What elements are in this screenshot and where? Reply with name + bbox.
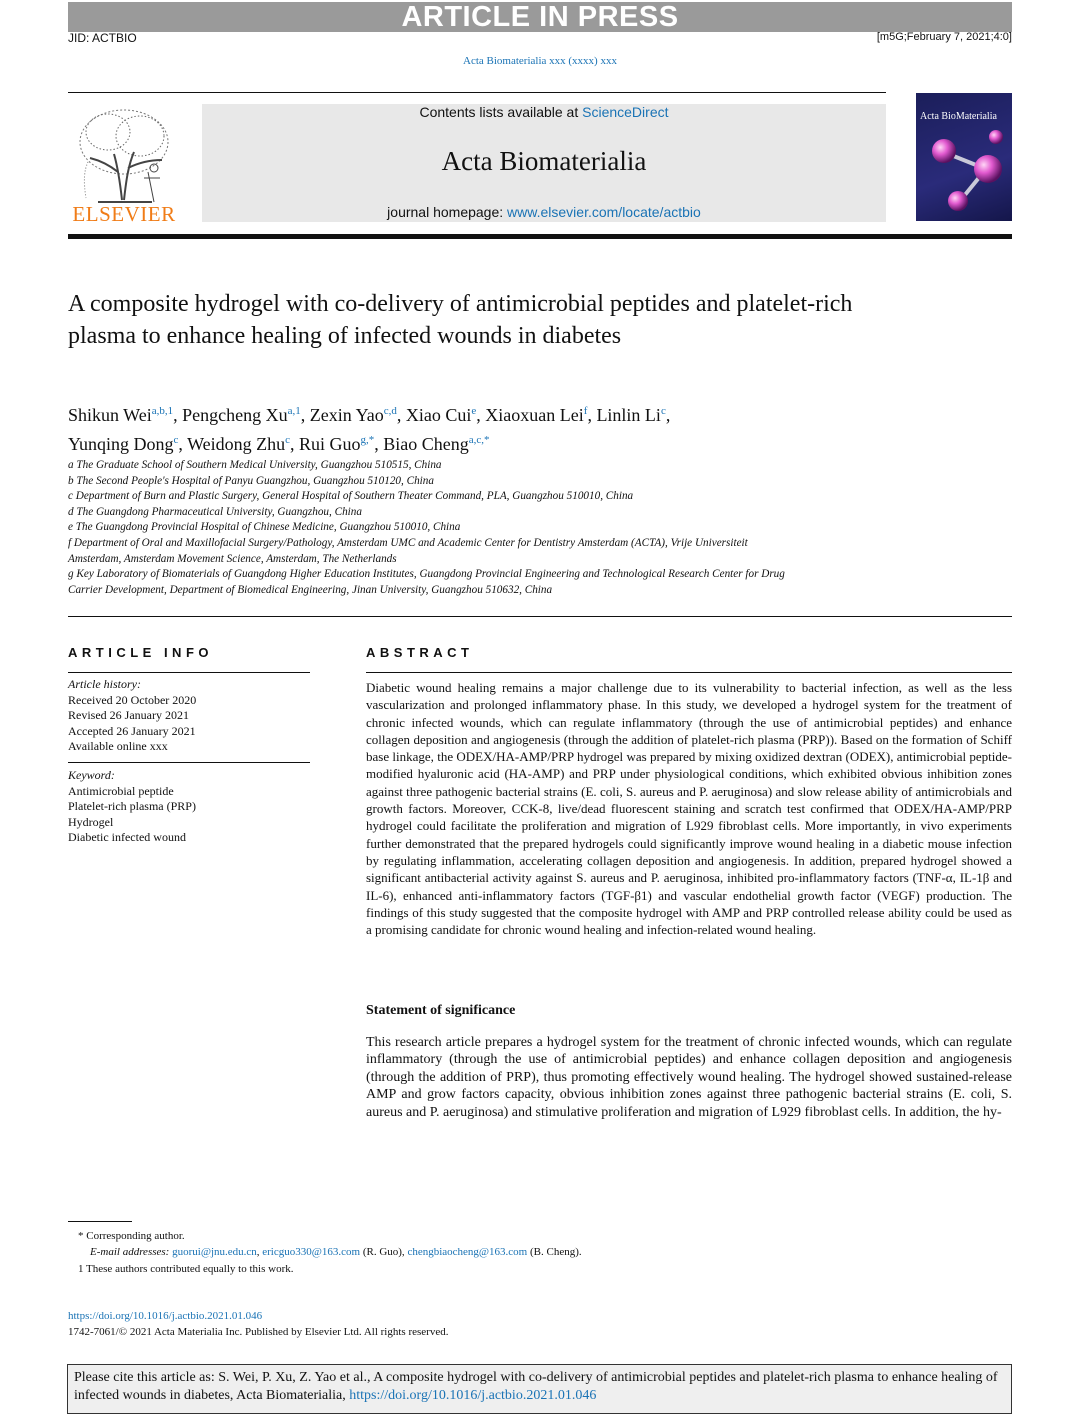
article-info-heading: ARTICLE INFO (68, 645, 213, 660)
author-name[interactable]: Rui Guo (299, 434, 361, 454)
author-separator: , (178, 434, 188, 454)
affiliation-b: b The Second People's Hospital of Panyu Guangzhou, Guangzhou 510120, China (68, 474, 434, 487)
author-separator: , (476, 405, 486, 425)
header-rule (68, 92, 886, 93)
author-affiliation-marker[interactable]: c (285, 434, 291, 446)
author-affiliation-marker[interactable]: a,c,* (468, 434, 490, 446)
journal-citation-link[interactable]: Acta Biomaterialia xxx (xxxx) xxx (463, 55, 617, 67)
article-title: A composite hydrogel with co-delivery of antimicrobial peptides and platelet-rich plasma to enhance healing of infected wounds in diabetes (68, 291, 853, 349)
homepage-line (202, 204, 886, 220)
doi-link[interactable]: https://doi.org/10.1016/j.actbio.2021.01.046 (68, 1310, 263, 1322)
contents-line (202, 104, 886, 120)
author-name[interactable]: Weidong Zhu (187, 434, 286, 454)
author-affiliation-marker[interactable]: g,* (360, 434, 375, 446)
journal-name: Acta Biomaterialia (441, 146, 647, 176)
keywords-block (68, 768, 310, 846)
sciencedirect-link[interactable]: ScienceDirect (582, 104, 669, 120)
homepage-prefix: journal homepage: (387, 204, 508, 220)
author-separator: , (300, 405, 310, 425)
author-list (68, 399, 1012, 457)
email-link-1[interactable]: guorui@jnu.edu.cn (172, 1246, 257, 1258)
info-rule-top (68, 672, 310, 673)
contents-prefix: Contents lists available at (419, 104, 583, 120)
author-separator: , (374, 434, 384, 454)
section-rule (68, 616, 1012, 617)
author-affiliation-marker[interactable]: c (173, 434, 179, 446)
email-link-2[interactable]: ericguo330@163.com (262, 1246, 361, 1258)
affiliation-a: a The Graduate School of Southern Medical University, Guangzhou 510515, China (68, 459, 442, 471)
affiliations (68, 458, 1012, 598)
affiliation-d: d The Guangdong Pharmaceutical University, Guangzhou, China (68, 505, 362, 518)
header-thick-rule (68, 234, 1012, 239)
author-name[interactable]: Zexin Yao (309, 405, 384, 425)
affiliation-f: f Department of Oral and Maxillofacial Surgery/Pathology, Amsterdam UMC and Academic Center for Dentistry Amsterdam (ACTA), Vrije Universiteit (68, 536, 748, 549)
history-online: Available online xxx (68, 739, 168, 754)
article-in-press-banner: ARTICLE IN PRESS (68, 2, 1012, 32)
cover-spheres-graphic (916, 93, 1012, 221)
journal-id: JID: ACTBIO (68, 31, 137, 45)
author-separator: , (290, 434, 300, 454)
cite-doi-link[interactable]: https://doi.org/10.1016/j.actbio.2021.01.046 (349, 1388, 597, 1403)
cite-this-article-box (67, 1364, 1012, 1414)
keyword-item: Hydrogel (68, 814, 114, 829)
significance-text: This research article prepares a hydrogel system for the treatment of chronic infected wounds, which can regulate inflammatory (through the use of antimicrobial peptides) and enhance collagen deposition and angiogenesis (through the addition of PRP), thus promoting effectively wound healing. The hydrogel showed sustained-release AMP and grow factors capacity, obvious inhibition zones against three pathogenic bacterial strains (E. coli, S. aureus and P. aeruginosa) and stimulative proliferation and migration of L929 fibroblast cells. In addition, the hy- (366, 1035, 1012, 1120)
email-note (90, 1246, 582, 1258)
author-separator: , (587, 405, 597, 425)
author-separator: , (396, 405, 406, 425)
homepage-link[interactable]: www.elsevier.com/locate/actbio (507, 204, 701, 220)
author-separator: , (173, 405, 183, 425)
journal-cover-image (916, 93, 1012, 221)
keyword-item: Antimicrobial peptide (68, 783, 174, 798)
keyword-item: Platelet-rich plasma (PRP) (68, 799, 196, 814)
abstract-heading: ABSTRACT (366, 645, 474, 660)
significance-heading: Statement of significance (366, 1003, 516, 1018)
author-name[interactable]: Xiao Cui (405, 405, 472, 425)
footnote-rule (68, 1221, 132, 1222)
author-name[interactable]: Linlin Li (596, 405, 661, 425)
email-sep: , (256, 1246, 263, 1258)
author-affiliation-marker[interactable]: c (660, 405, 666, 417)
author-affiliation-marker[interactable]: e (471, 405, 477, 417)
author-affiliation-marker[interactable]: a,1 (287, 405, 301, 417)
author-separator: , (665, 405, 671, 425)
history-label: Article history: (68, 677, 141, 691)
email-owner-cheng: (B. Cheng). (527, 1246, 582, 1258)
abstract-text: Diabetic wound healing remains a major challenge due to its vulnerability to bacterial infection, as well as the less vascularization and prolonged inflammatory phase. In this study, we developed a hydrogel system for the treatment of chronic infected wounds, which can regulate inflammatory (through the use of antimicrobial peptides) and enhance collagen deposition and angiogenesis (through the addition of platelet-rich plasma (PRP)). Based on the formation of Schiff base linkage, the ODEX/HA-AMP/PRP hydrogel was prepared by mixing oxidized dextran (ODEX), antimicrobial peptide-modified hyaluronic acid (HA-AMP) and PRP under physiological conditions, which exhibited obvious inhibition zones against three pathogenic bacterial strains (E. coli, S. aureus and P. aeruginosa) and slow release ability of antimicrobials and growth factors. Moreover, CCK-8, live/dead fluorescent staining and scratch test confirmed that ODEX/HA-AMP/PRP hydrogel could facilitate the proliferation and migration of L929 fibroblast cells. More importantly, in vivo experiments further demonstrated that the prepared hydrogels could significantly improve wound healing in a diabetic mouse infection by regulating inflammation, accelerating collagen deposition and angiogenesis. In addition, prepared hydrogel showed a significant antibacterial activity against S. aureus and P. aeruginosa, inhibited pro-inflammatory factors (TNF-α, IL-1β and IL-6), enhanced anti-inflammatory factors (TGF-β1) and vascular endothelial growth factor (VEGF) production. The findings of this study suggested that the composite hydrogel with AMP and PRP controlled release ability could be used as a promising candidate for chronic wound healing and infection-related wound healing. (366, 680, 1012, 938)
author-name[interactable]: Pengcheng Xu (182, 405, 288, 425)
author-name[interactable]: Shikun Wei (68, 405, 152, 425)
abstract-rule (366, 672, 1012, 673)
email-owner-guo: (R. Guo), (360, 1246, 408, 1258)
author-affiliation-marker[interactable]: f (583, 405, 588, 417)
publisher-logo-text: ELSEVIER (72, 202, 176, 226)
info-rule-mid (68, 762, 310, 763)
affiliation-c: c Department of Burn and Plastic Surgery, General Hospital of Southern Theater Command, PLA, Guangzhou 510010, China (68, 490, 634, 503)
affiliation-f-cont: Amsterdam, Amsterdam Movement Science, Amsterdam, The Netherlands (68, 552, 397, 565)
copyright-line: 1742-7061/© 2021 Acta Materialia Inc. Published by Elsevier Ltd. All rights reserved. (68, 1326, 449, 1338)
history-accepted: Accepted 26 January 2021 (68, 723, 196, 738)
history-revised: Revised 26 January 2021 (68, 708, 189, 723)
article-history (68, 677, 310, 755)
author-affiliation-marker[interactable]: c,d (383, 405, 397, 417)
author-name[interactable]: Xiaoxuan Lei (485, 405, 584, 425)
keyword-item: Diabetic infected wound (68, 830, 186, 845)
build-stamp: [m5G;February 7, 2021;4:0] (876, 31, 1012, 43)
email-label: E-mail addresses: (90, 1246, 173, 1258)
affiliation-g-cont: Carrier Development, Department of Biomedical Engineering, Jinan University, Guangzhou 510632, China (68, 583, 553, 596)
affiliation-g: g Key Laboratory of Biomaterials of Guangdong Higher Education Institutes, Guangdong Provincial Engineering and Technological Research Center for Drug (68, 568, 785, 581)
cover-title: Acta BioMaterialia (920, 111, 997, 122)
cite-text: Please cite this article as: S. Wei, P. Xu, Z. Yao et al., A composite hydrogel with co-delivery of antimicrobial peptides and platelet-rich plasma to enhance healing of infected wounds in diabetes, Acta Biomaterialia, (74, 1370, 998, 1403)
history-received: Received 20 October 2020 (68, 692, 197, 707)
equal-contribution-note: 1 These authors contributed equally to this work. (78, 1263, 294, 1275)
author-name[interactable]: Yunqing Dong (68, 434, 174, 454)
corresponding-author-note: * Corresponding author. (78, 1230, 185, 1242)
author-name[interactable]: Biao Cheng (383, 434, 469, 454)
email-link-3[interactable]: chengbiaocheng@163.com (407, 1246, 528, 1258)
author-affiliation-marker[interactable]: a,b,1 (151, 405, 174, 417)
affiliation-e: e The Guangdong Provincial Hospital of Chinese Medicine, Guangzhou 510010, China (68, 521, 461, 534)
keyword-label: Keyword: (68, 768, 115, 782)
